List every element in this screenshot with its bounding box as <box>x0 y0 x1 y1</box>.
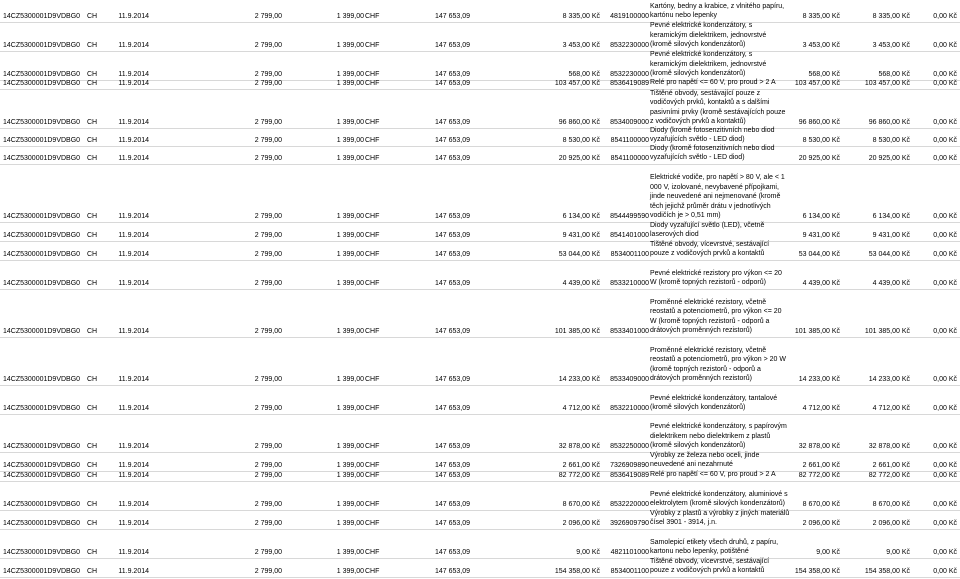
price-2-cell: 1 399,00 <box>336 42 364 49</box>
record-id-cell: 14CZ5300001D9VDBG0 <box>3 443 81 450</box>
price-2-cell: 1 399,00 <box>336 251 364 258</box>
value-1-cell: 103 457,00 Kč <box>794 80 840 87</box>
value-1-cell: 32 878,00 Kč <box>798 443 840 450</box>
amount-cell: 568,00 Kč <box>568 71 600 78</box>
value-3-cell: 0,00 Kč <box>933 443 957 450</box>
price-2-cell: 1 399,00 <box>336 13 364 20</box>
price-2-cell: 1 399,00 <box>336 376 364 383</box>
date-cell: 11.9.2014 <box>118 213 149 220</box>
amount-cell: 101 385,00 Kč <box>554 328 600 335</box>
value-2-cell: 2 661,00 Kč <box>872 462 910 469</box>
record-id-cell: 14CZ5300001D9VDBG0 <box>3 80 81 87</box>
amount-cell: 4 712,00 Kč <box>562 405 600 412</box>
date-cell: 11.9.2014 <box>118 405 149 412</box>
price-3-cell: 147 653,09 <box>434 520 470 527</box>
table-row <box>0 165 960 223</box>
tariff-code-cell: 8532250000 <box>610 443 649 450</box>
value-3-cell: 0,00 Kč <box>933 213 957 220</box>
price-1-cell: 2 799,00 <box>254 549 282 556</box>
record-id-cell: 14CZ5300001D9VDBG0 <box>3 280 81 287</box>
currency-cell: CHF <box>365 13 380 20</box>
amount-cell: 9 431,00 Kč <box>562 232 600 239</box>
amount-cell: 8 335,00 Kč <box>562 13 600 20</box>
price-3-cell: 147 653,09 <box>434 443 470 450</box>
amount-cell: 96 860,00 Kč <box>558 119 600 126</box>
currency-cell: CHF <box>365 501 380 508</box>
table-row <box>0 482 960 511</box>
currency-cell: CHF <box>365 280 380 287</box>
price-2-cell: 1 399,00 <box>336 328 364 335</box>
price-1-cell: 2 799,00 <box>254 501 282 508</box>
value-2-cell: 14 233,00 Kč <box>868 376 910 383</box>
country-code-cell: CH <box>87 443 98 450</box>
value-3-cell: 0,00 Kč <box>933 137 957 144</box>
description-cell: Proměnné elektrické rezistory, včetně reostatů a potenciometrů, pro výkon <= 20 W (kromě topných rezistorů - odporů a drátových proměnných rezistorů) <box>650 298 782 335</box>
description-cell: Samolepicí etikety všech druhů, z papíru, kartonu nebo lepenky, potištěné <box>650 538 779 556</box>
amount-cell: 8 670,00 Kč <box>562 501 600 508</box>
tariff-code-cell: 8534001100 <box>610 568 649 575</box>
price-3-cell: 147 653,09 <box>434 472 470 479</box>
price-1-cell: 2 799,00 <box>254 280 282 287</box>
description-cell: Pevné elektrické kondenzátory, s keramickým dielektrikem, jednovrstvé (kromě silových kondenzátorů) <box>650 22 767 49</box>
price-1-cell: 2 799,00 <box>254 568 282 575</box>
tariff-code-cell: 4821101000 <box>610 549 649 556</box>
table-row <box>0 472 960 482</box>
price-3-cell: 147 653,09 <box>434 80 470 87</box>
value-1-cell: 2 661,00 Kč <box>802 462 840 469</box>
price-2-cell: 1 399,00 <box>336 71 364 78</box>
price-3-cell: 147 653,09 <box>434 42 470 49</box>
date-cell: 11.9.2014 <box>118 472 149 479</box>
table-row <box>0 23 960 52</box>
amount-cell: 8 530,00 Kč <box>562 137 600 144</box>
description-cell: Pevné elektrické rezistory pro výkon <= 20 W (kromě topných rezistorů - odporů) <box>650 269 782 287</box>
amount-cell: 20 925,00 Kč <box>558 155 600 162</box>
price-1-cell: 2 799,00 <box>254 137 282 144</box>
price-1-cell: 2 799,00 <box>254 232 282 239</box>
tariff-code-cell: 8534001100 <box>610 251 649 258</box>
tariff-code-cell: 8533409000 <box>610 376 649 383</box>
price-1-cell: 2 799,00 <box>254 42 282 49</box>
date-cell: 11.9.2014 <box>118 137 149 144</box>
value-1-cell: 53 044,00 Kč <box>798 251 840 258</box>
currency-cell: CHF <box>365 568 380 575</box>
amount-cell: 53 044,00 Kč <box>558 251 600 258</box>
currency-cell: CHF <box>365 549 380 556</box>
table-row <box>0 223 960 242</box>
price-3-cell: 147 653,09 <box>434 137 470 144</box>
price-1-cell: 2 799,00 <box>254 520 282 527</box>
country-code-cell: CH <box>87 549 98 556</box>
value-2-cell: 82 772,00 Kč <box>868 472 910 479</box>
tariff-code-cell: 8544499590 <box>610 213 649 220</box>
value-1-cell: 8 670,00 Kč <box>802 501 840 508</box>
currency-cell: CHF <box>365 405 380 412</box>
table-row <box>0 386 960 415</box>
amount-cell: 2 096,00 Kč <box>562 520 600 527</box>
currency-cell: CHF <box>365 213 380 220</box>
table-row <box>0 242 960 261</box>
price-2-cell: 1 399,00 <box>336 472 364 479</box>
table-row <box>0 126 960 147</box>
price-1-cell: 2 799,00 <box>254 328 282 335</box>
price-2-cell: 1 399,00 <box>336 213 364 220</box>
value-1-cell: 96 860,00 Kč <box>798 119 840 126</box>
value-3-cell: 0,00 Kč <box>933 119 957 126</box>
record-id-cell: 14CZ5300001D9VDBG0 <box>3 71 81 78</box>
value-1-cell: 101 385,00 Kč <box>794 328 840 335</box>
tariff-code-cell: 8533210000 <box>610 280 649 287</box>
country-code-cell: CH <box>87 501 98 508</box>
value-1-cell: 3 453,00 Kč <box>802 42 840 49</box>
table-row <box>0 144 960 165</box>
date-cell: 11.9.2014 <box>118 462 149 469</box>
value-3-cell: 0,00 Kč <box>933 232 957 239</box>
table-row <box>0 559 960 578</box>
price-3-cell: 147 653,09 <box>434 549 470 556</box>
record-id-cell: 14CZ5300001D9VDBG0 <box>3 501 81 508</box>
table-row <box>0 530 960 559</box>
amount-cell: 154 358,00 Kč <box>554 568 600 575</box>
value-1-cell: 8 335,00 Kč <box>802 13 840 20</box>
country-code-cell: CH <box>87 213 98 220</box>
table-row <box>0 90 960 129</box>
description-cell: Pevné elektrické kondenzátory, tantalové (kromě silových kondenzátorů) <box>650 394 778 412</box>
currency-cell: CHF <box>365 520 380 527</box>
price-1-cell: 2 799,00 <box>254 462 282 469</box>
value-2-cell: 20 925,00 Kč <box>868 155 910 162</box>
description-cell: Tištěné obvody, vícevrstvé, sestávající pouze z vodičových prvků a kontaktů <box>650 557 770 575</box>
amount-cell: 9,00 Kč <box>576 549 600 556</box>
description-cell: Kartóny, bedny a krabice, z vlnitého papíru, kartónu nebo lepenky <box>650 2 785 20</box>
record-id-cell: 14CZ5300001D9VDBG0 <box>3 137 81 144</box>
description-cell: Pevné elektrické kondenzátory, s papírovým dielektrikem nebo dielektrikem z plastů (kromě silových kondenzátorů) <box>650 423 787 450</box>
record-id-cell: 14CZ5300001D9VDBG0 <box>3 549 81 556</box>
price-3-cell: 147 653,09 <box>434 568 470 575</box>
price-1-cell: 2 799,00 <box>254 13 282 20</box>
price-3-cell: 147 653,09 <box>434 462 470 469</box>
tariff-code-cell: 8541100000 <box>610 155 649 162</box>
country-code-cell: CH <box>87 328 98 335</box>
date-cell: 11.9.2014 <box>118 443 149 450</box>
description-cell: Diody (kromě fotosenzitivních nebo diod vyzařujících světlo - LED diod) <box>650 126 775 144</box>
country-code-cell: CH <box>87 13 98 20</box>
country-code-cell: CH <box>87 520 98 527</box>
value-1-cell: 9 431,00 Kč <box>802 232 840 239</box>
price-2-cell: 1 399,00 <box>336 232 364 239</box>
value-2-cell: 8 530,00 Kč <box>872 137 910 144</box>
date-cell: 11.9.2014 <box>118 251 149 258</box>
record-id-cell: 14CZ5300001D9VDBG0 <box>3 520 81 527</box>
table-row <box>0 261 960 290</box>
value-2-cell: 101 385,00 Kč <box>864 328 910 335</box>
value-2-cell: 9 431,00 Kč <box>872 232 910 239</box>
value-3-cell: 0,00 Kč <box>933 328 957 335</box>
currency-cell: CHF <box>365 462 380 469</box>
price-3-cell: 147 653,09 <box>434 13 470 20</box>
value-2-cell: 8 335,00 Kč <box>872 13 910 20</box>
description-cell: Elektrické vodiče, pro napětí > 80 V, ale < 1 000 V, izolované, nevybavené přípojkami, jinde neuvedené ani nejmenované (kromě těch jejichž průměr drátu v jednotlivých vodičích je > 0,51 mm) <box>650 174 785 220</box>
amount-cell: 6 134,00 Kč <box>562 213 600 220</box>
description-cell: Pevné elektrické kondenzátory, aluminiové s elektrolytem (kromě silových kondenzátorů) <box>650 490 788 508</box>
table-row <box>0 81 960 90</box>
value-3-cell: 0,00 Kč <box>933 155 957 162</box>
price-1-cell: 2 799,00 <box>254 405 282 412</box>
value-2-cell: 103 457,00 Kč <box>864 80 910 87</box>
price-2-cell: 1 399,00 <box>336 443 364 450</box>
price-1-cell: 2 799,00 <box>254 443 282 450</box>
record-id-cell: 14CZ5300001D9VDBG0 <box>3 232 81 239</box>
country-code-cell: CH <box>87 42 98 49</box>
price-3-cell: 147 653,09 <box>434 405 470 412</box>
tariff-code-cell: 8533401000 <box>610 328 649 335</box>
value-2-cell: 154 358,00 Kč <box>864 568 910 575</box>
value-3-cell: 0,00 Kč <box>933 280 957 287</box>
price-2-cell: 1 399,00 <box>336 568 364 575</box>
value-3-cell: 0,00 Kč <box>933 251 957 258</box>
table-row <box>0 453 960 472</box>
table-row <box>0 290 960 338</box>
price-3-cell: 147 653,09 <box>434 71 470 78</box>
price-3-cell: 147 653,09 <box>434 376 470 383</box>
value-1-cell: 6 134,00 Kč <box>802 213 840 220</box>
value-1-cell: 2 096,00 Kč <box>802 520 840 527</box>
price-2-cell: 1 399,00 <box>336 405 364 412</box>
description-cell: Pevné elektrické kondenzátory, s keramickým dielektrikem, jednovrstvé (kromě silových kondenzátorů) <box>650 51 767 78</box>
description-cell: Proměnné elektrické rezistory, včetně reostatů a potenciometrů, pro výkon > 20 W (kromě topných rezistorů - odporů a drátových proměnných rezistorů) <box>650 346 786 383</box>
date-cell: 11.9.2014 <box>118 376 149 383</box>
record-id-cell: 14CZ5300001D9VDBG0 <box>3 42 81 49</box>
description-cell: Diody vyzařující světlo (LED), včetně laserových diod <box>650 221 765 239</box>
tariff-code-cell: 8532220000 <box>610 501 649 508</box>
record-id-cell: 14CZ5300001D9VDBG0 <box>3 119 81 126</box>
amount-cell: 32 878,00 Kč <box>558 443 600 450</box>
tariff-code-cell: 8532230000 <box>610 71 649 78</box>
record-id-cell: 14CZ5300001D9VDBG0 <box>3 462 81 469</box>
price-1-cell: 2 799,00 <box>254 80 282 87</box>
price-2-cell: 1 399,00 <box>336 549 364 556</box>
description-cell: Tištěné obvody, vícevrstvé, sestávající pouze z vodičových prvků a kontaktů <box>650 240 770 258</box>
value-2-cell: 32 878,00 Kč <box>868 443 910 450</box>
price-3-cell: 147 653,09 <box>434 213 470 220</box>
date-cell: 11.9.2014 <box>118 328 149 335</box>
value-1-cell: 568,00 Kč <box>808 71 840 78</box>
country-code-cell: CH <box>87 462 98 469</box>
value-1-cell: 20 925,00 Kč <box>798 155 840 162</box>
table-row <box>0 0 960 23</box>
country-code-cell: CH <box>87 137 98 144</box>
description-cell: Výrobky z plastů a výrobky z jiných materiálů čísel 3901 - 3914, j.n. <box>650 509 790 527</box>
currency-cell: CHF <box>365 328 380 335</box>
value-2-cell: 53 044,00 Kč <box>868 251 910 258</box>
tariff-code-cell: 8532210000 <box>610 405 649 412</box>
description-cell: Výrobky ze železa nebo oceli, jinde neuvedené ani nezahrnuté <box>650 451 760 469</box>
currency-cell: CHF <box>365 251 380 258</box>
price-3-cell: 147 653,09 <box>434 501 470 508</box>
value-3-cell: 0,00 Kč <box>933 472 957 479</box>
value-2-cell: 4 712,00 Kč <box>872 405 910 412</box>
country-code-cell: CH <box>87 155 98 162</box>
date-cell: 11.9.2014 <box>118 501 149 508</box>
value-3-cell: 0,00 Kč <box>933 71 957 78</box>
price-2-cell: 1 399,00 <box>336 155 364 162</box>
value-1-cell: 82 772,00 Kč <box>798 472 840 479</box>
record-id-cell: 14CZ5300001D9VDBG0 <box>3 155 81 162</box>
price-3-cell: 147 653,09 <box>434 119 470 126</box>
date-cell: 11.9.2014 <box>118 155 149 162</box>
value-3-cell: 0,00 Kč <box>933 501 957 508</box>
price-1-cell: 2 799,00 <box>254 251 282 258</box>
tariff-code-cell: 8534009000 <box>610 119 649 126</box>
price-2-cell: 1 399,00 <box>336 520 364 527</box>
amount-cell: 14 233,00 Kč <box>558 376 600 383</box>
price-2-cell: 1 399,00 <box>336 80 364 87</box>
tariff-code-cell: 8541401000 <box>610 232 649 239</box>
currency-cell: CHF <box>365 155 380 162</box>
value-3-cell: 0,00 Kč <box>933 568 957 575</box>
value-3-cell: 0,00 Kč <box>933 462 957 469</box>
value-3-cell: 0,00 Kč <box>933 520 957 527</box>
price-2-cell: 1 399,00 <box>336 462 364 469</box>
description-cell: Relé pro napětí <= 60 V, pro proud > 2 A <box>650 79 776 87</box>
currency-cell: CHF <box>365 232 380 239</box>
price-1-cell: 2 799,00 <box>254 119 282 126</box>
date-cell: 11.9.2014 <box>118 549 149 556</box>
country-code-cell: CH <box>87 568 98 575</box>
currency-cell: CHF <box>365 71 380 78</box>
date-cell: 11.9.2014 <box>118 13 149 20</box>
country-code-cell: CH <box>87 71 98 78</box>
description-cell: Diody (kromě fotosenzitivních nebo diod vyzařujících světlo - LED diod) <box>650 144 775 162</box>
amount-cell: 2 661,00 Kč <box>562 462 600 469</box>
price-1-cell: 2 799,00 <box>254 213 282 220</box>
value-3-cell: 0,00 Kč <box>933 80 957 87</box>
price-2-cell: 1 399,00 <box>336 137 364 144</box>
date-cell: 11.9.2014 <box>118 119 149 126</box>
date-cell: 11.9.2014 <box>118 71 149 78</box>
value-1-cell: 154 358,00 Kč <box>794 568 840 575</box>
value-3-cell: 0,00 Kč <box>933 42 957 49</box>
tariff-code-cell: 8536419089 <box>610 80 649 87</box>
date-cell: 11.9.2014 <box>118 42 149 49</box>
currency-cell: CHF <box>365 119 380 126</box>
record-id-cell: 14CZ5300001D9VDBG0 <box>3 213 81 220</box>
date-cell: 11.9.2014 <box>118 520 149 527</box>
tariff-code-cell: 8532230000 <box>610 42 649 49</box>
country-code-cell: CH <box>87 232 98 239</box>
currency-cell: CHF <box>365 376 380 383</box>
table-row <box>0 511 960 530</box>
value-1-cell: 8 530,00 Kč <box>802 137 840 144</box>
currency-cell: CHF <box>365 472 380 479</box>
record-id-cell: 14CZ5300001D9VDBG0 <box>3 251 81 258</box>
country-code-cell: CH <box>87 80 98 87</box>
price-1-cell: 2 799,00 <box>254 472 282 479</box>
value-2-cell: 96 860,00 Kč <box>868 119 910 126</box>
country-code-cell: CH <box>87 119 98 126</box>
value-1-cell: 9,00 Kč <box>816 549 840 556</box>
amount-cell: 4 439,00 Kč <box>562 280 600 287</box>
value-2-cell: 9,00 Kč <box>886 549 910 556</box>
price-1-cell: 2 799,00 <box>254 71 282 78</box>
price-2-cell: 1 399,00 <box>336 501 364 508</box>
tariff-code-cell: 3926909790 <box>610 520 649 527</box>
record-id-cell: 14CZ5300001D9VDBG0 <box>3 405 81 412</box>
currency-cell: CHF <box>365 42 380 49</box>
value-1-cell: 14 233,00 Kč <box>798 376 840 383</box>
value-2-cell: 6 134,00 Kč <box>872 213 910 220</box>
date-cell: 11.9.2014 <box>118 280 149 287</box>
table-row <box>0 52 960 81</box>
value-2-cell: 8 670,00 Kč <box>872 501 910 508</box>
value-2-cell: 4 439,00 Kč <box>872 280 910 287</box>
value-3-cell: 0,00 Kč <box>933 376 957 383</box>
date-cell: 11.9.2014 <box>118 232 149 239</box>
country-code-cell: CH <box>87 472 98 479</box>
value-3-cell: 0,00 Kč <box>933 13 957 20</box>
tariff-code-cell: 4819100000 <box>610 13 649 20</box>
tariff-code-cell: 7326909890 <box>610 462 649 469</box>
record-id-cell: 14CZ5300001D9VDBG0 <box>3 376 81 383</box>
amount-cell: 82 772,00 Kč <box>558 472 600 479</box>
tariff-code-cell: 8536419089 <box>610 472 649 479</box>
tariff-code-cell: 8541100000 <box>610 137 649 144</box>
price-3-cell: 147 653,09 <box>434 251 470 258</box>
record-id-cell: 14CZ5300001D9VDBG0 <box>3 328 81 335</box>
value-1-cell: 4 439,00 Kč <box>802 280 840 287</box>
country-code-cell: CH <box>87 376 98 383</box>
price-2-cell: 1 399,00 <box>336 119 364 126</box>
value-2-cell: 3 453,00 Kč <box>872 42 910 49</box>
description-cell: Tištěné obvody, sestávající pouze z vodičových prvků, kontaktů a s dalšími pasivními prvky (kromě sestávajících pouze z vodičových prvků a kontaktů) <box>650 89 786 126</box>
value-3-cell: 0,00 Kč <box>933 549 957 556</box>
date-cell: 11.9.2014 <box>118 80 149 87</box>
price-3-cell: 147 653,09 <box>434 155 470 162</box>
amount-cell: 3 453,00 Kč <box>562 42 600 49</box>
price-3-cell: 147 653,09 <box>434 232 470 239</box>
currency-cell: CHF <box>365 443 380 450</box>
value-2-cell: 568,00 Kč <box>878 71 910 78</box>
value-1-cell: 4 712,00 Kč <box>802 405 840 412</box>
date-cell: 11.9.2014 <box>118 568 149 575</box>
table-row <box>0 338 960 386</box>
price-3-cell: 147 653,09 <box>434 328 470 335</box>
record-id-cell: 14CZ5300001D9VDBG0 <box>3 568 81 575</box>
country-code-cell: CH <box>87 251 98 258</box>
currency-cell: CHF <box>365 80 380 87</box>
record-id-cell: 14CZ5300001D9VDBG0 <box>3 472 81 479</box>
record-id-cell: 14CZ5300001D9VDBG0 <box>3 13 81 20</box>
table-row <box>0 415 960 453</box>
price-1-cell: 2 799,00 <box>254 155 282 162</box>
currency-cell: CHF <box>365 137 380 144</box>
price-1-cell: 2 799,00 <box>254 376 282 383</box>
value-3-cell: 0,00 Kč <box>933 405 957 412</box>
value-2-cell: 2 096,00 Kč <box>872 520 910 527</box>
price-3-cell: 147 653,09 <box>434 280 470 287</box>
price-2-cell: 1 399,00 <box>336 280 364 287</box>
amount-cell: 103 457,00 Kč <box>554 80 600 87</box>
description-cell: Relé pro napětí <= 60 V, pro proud > 2 A <box>650 471 776 479</box>
country-code-cell: CH <box>87 280 98 287</box>
country-code-cell: CH <box>87 405 98 412</box>
